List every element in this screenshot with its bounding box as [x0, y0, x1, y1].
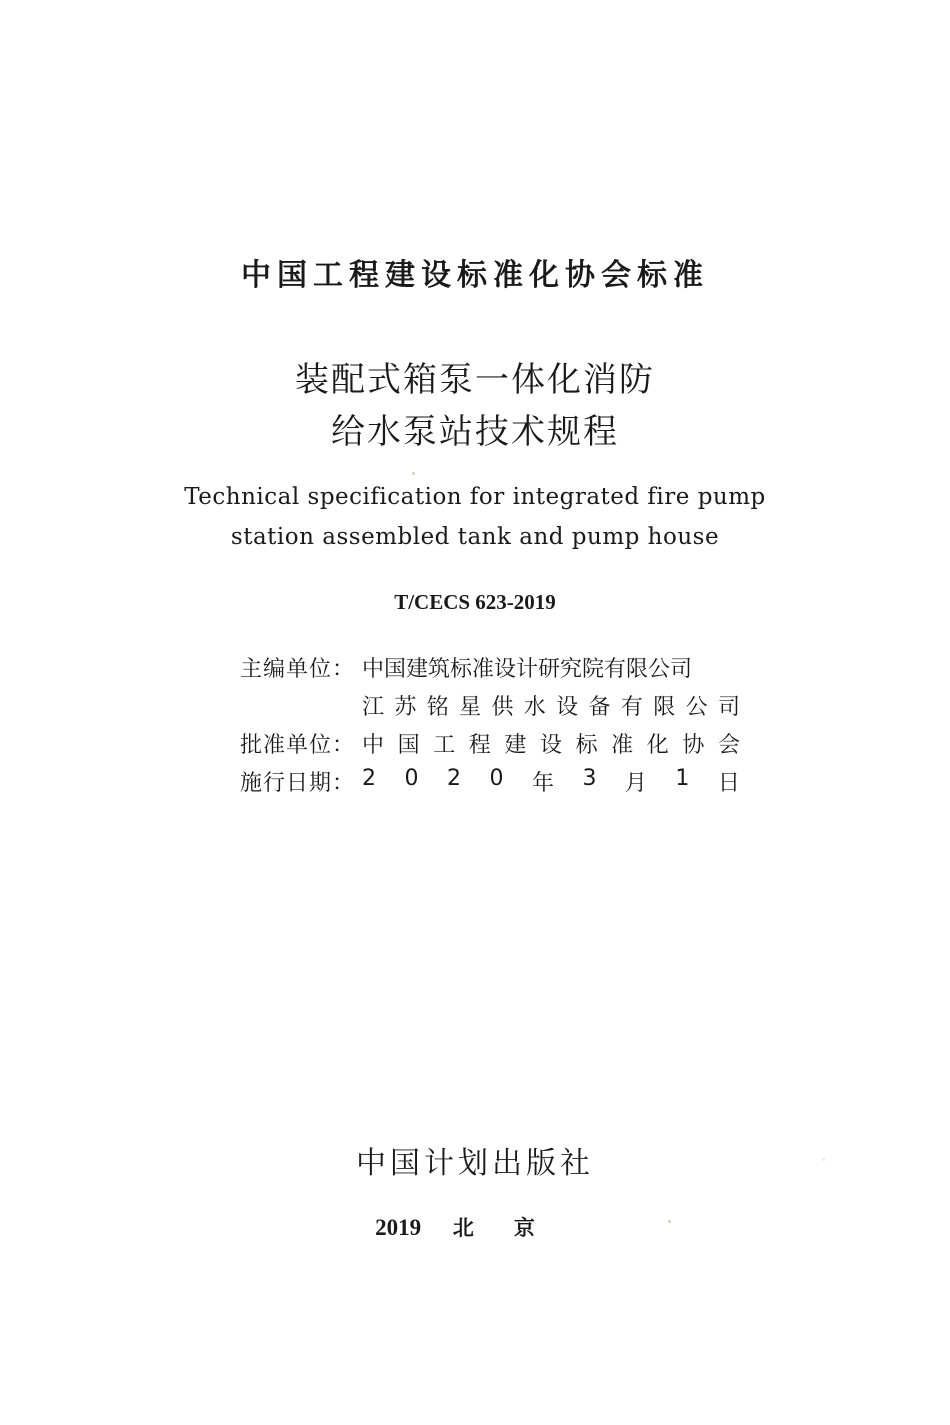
spread-char: 中 — [362, 732, 385, 758]
spread-char: 1 — [675, 765, 690, 791]
chief-editor-unit-1: 中国建筑标准设计研究院有限公司 — [362, 656, 693, 682]
spread-char: 日 — [717, 770, 740, 796]
spread-char: 设 — [539, 732, 562, 758]
title-en-line-1: Technical specification for integrated fire pump — [184, 484, 766, 510]
spread-char: 工 — [433, 732, 456, 758]
chief-editor-unit-2 — [362, 690, 740, 721]
spread-char: 星 — [459, 694, 482, 720]
chief-editor-row — [240, 648, 740, 686]
association-standard-heading: 中国工程建设标准化协会标准 — [241, 258, 709, 293]
spread-char: 月 — [624, 770, 647, 796]
publication-year: 2019 — [375, 1215, 422, 1240]
publisher-name: 中国计划出版社 — [356, 1146, 594, 1181]
title-cn-line-1: 装配式箱泵一体化消防 — [295, 360, 655, 400]
approval-label: 批准单位： — [240, 732, 356, 758]
scan-speck — [822, 1158, 825, 1161]
spread-char: 公 — [685, 694, 708, 720]
publication-line — [0, 1212, 950, 1242]
info-block — [240, 648, 740, 800]
chief-editor-label: 主编单位： — [240, 656, 356, 682]
effective-date — [362, 766, 740, 797]
scan-speck — [668, 1220, 671, 1223]
standard-number: T/CECS 623-2019 — [394, 590, 556, 614]
spread-char: 江 — [362, 694, 385, 720]
title-cn-line-2: 给水泵站技术规程 — [331, 412, 619, 452]
spread-char: 水 — [523, 694, 546, 720]
effective-date-row — [240, 762, 740, 800]
spread-char: 备 — [588, 694, 611, 720]
spread-char: 0 — [489, 765, 504, 791]
spread-char: 国 — [397, 732, 420, 758]
spread-char: 2 — [446, 765, 461, 791]
spread-char: 设 — [556, 694, 579, 720]
spread-char: 2 — [362, 765, 376, 791]
spread-char: 程 — [468, 732, 491, 758]
approval-row — [240, 724, 740, 762]
spread-char: 准 — [611, 732, 634, 758]
effective-date-label: 施行日期： — [240, 770, 356, 796]
spread-char: 供 — [491, 694, 514, 720]
spread-char: 会 — [717, 732, 740, 758]
spread-char: 铭 — [426, 694, 449, 720]
title-en-line-2: station assembled tank and pump house — [230, 524, 720, 550]
spread-char: 标 — [575, 732, 598, 758]
spread-char: 年 — [531, 770, 554, 796]
chief-editor-row-2 — [240, 686, 740, 724]
publication-city: 北京 — [452, 1216, 575, 1240]
spread-char: 0 — [404, 765, 419, 791]
spread-char: 有 — [620, 694, 643, 720]
spread-char: 3 — [582, 765, 597, 791]
spread-char: 限 — [653, 694, 676, 720]
spread-char: 建 — [504, 732, 527, 758]
approval-unit — [362, 728, 740, 759]
scan-speck — [412, 472, 415, 475]
spread-char: 苏 — [394, 694, 417, 720]
spread-char: 司 — [717, 694, 740, 720]
spread-char: 化 — [646, 732, 669, 758]
spread-char: 协 — [682, 732, 705, 758]
